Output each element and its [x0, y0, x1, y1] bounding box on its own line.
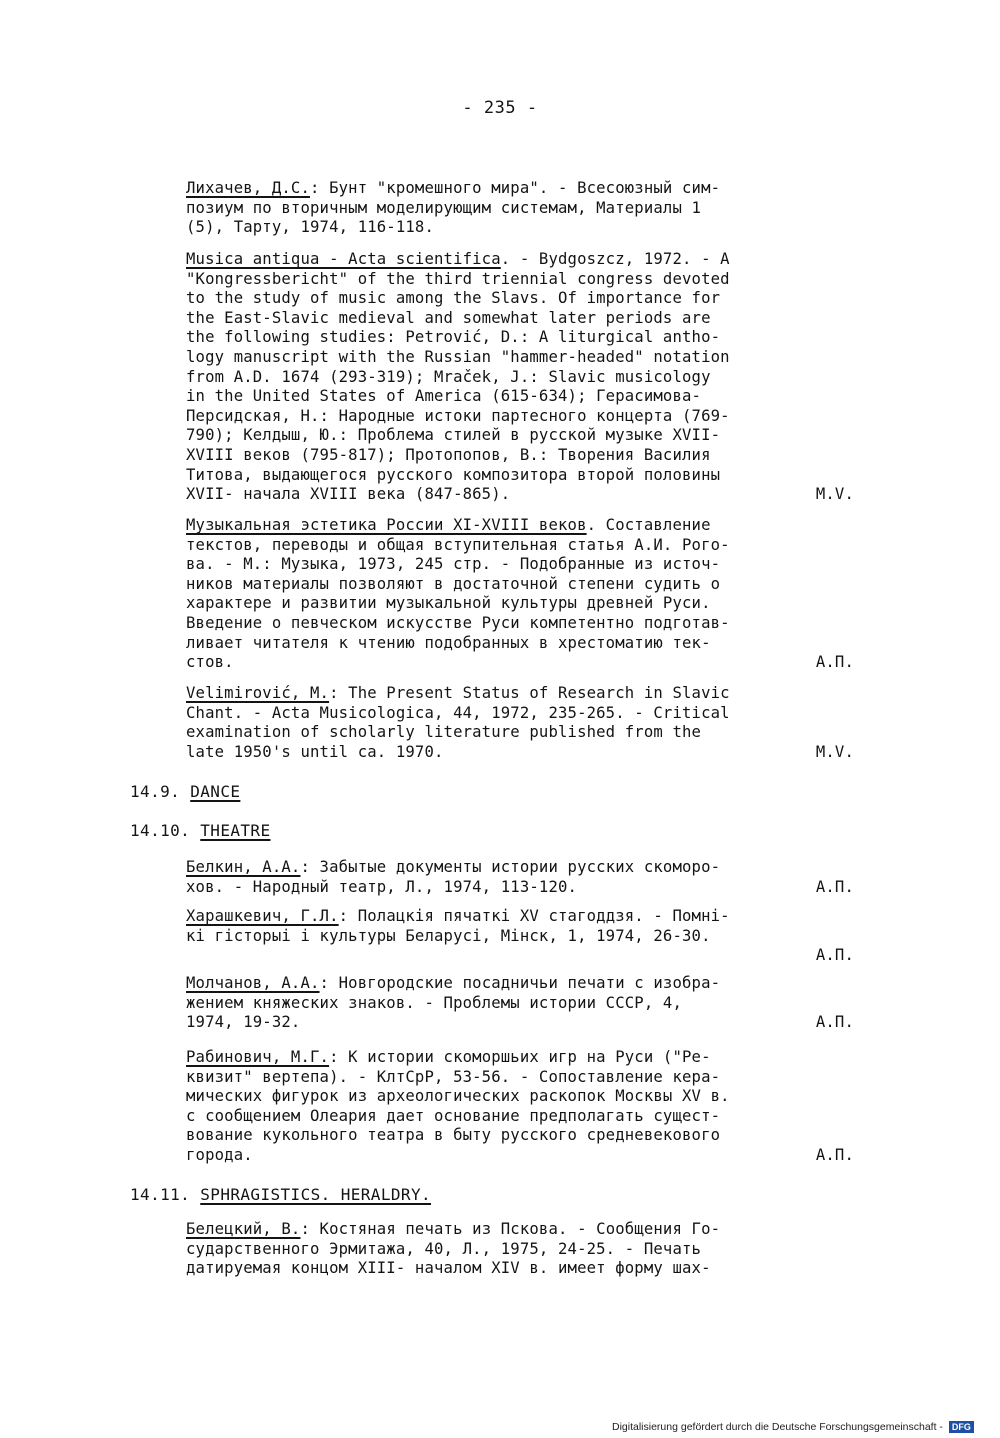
entry-text: : Забытые документы истории русских скоморо-: [300, 858, 721, 876]
entry-text: examination of scholarly literature published from the: [186, 723, 702, 742]
entry-line: [186, 466, 854, 486]
entry-text: "Kongressbericht" of the third triennial congress devoted: [186, 269, 730, 288]
entry-text: мических фигурок из археологических раскопок Москвы XV в.: [186, 1087, 730, 1106]
bib-entry: [186, 974, 854, 1033]
entry-line: [186, 743, 854, 763]
entry-text: in the United States of America (615-634); Герасимова-: [186, 387, 702, 406]
entry-line: [186, 994, 854, 1014]
reviewer-initials: А.П.: [815, 653, 854, 672]
entry-text: to the study of music among the Slavs. Of importance for: [186, 289, 721, 308]
entry-line: [186, 446, 854, 466]
entry-line: [186, 684, 854, 704]
entry-author: Musica antiqua - Acta scientifica: [186, 250, 501, 268]
bib-entry: [186, 250, 854, 505]
section-number: 14.11.: [130, 1185, 191, 1204]
entry-text: Персидская, Н.: Народные истоки партесного концерта (769-: [186, 406, 730, 425]
entry-line: [186, 387, 854, 407]
entry-line: [186, 1013, 854, 1033]
entry-text: (5), Тарту, 1974, 116-118.: [186, 218, 434, 237]
entry-line: [186, 594, 854, 614]
entry-text: from A.D. 1674 (293-319); Mraček, J.: Slavic musicology: [186, 367, 711, 386]
entry-text: характере и развитии музыкальной культуры древней Руси.: [186, 594, 711, 613]
section-number: 14.10.: [130, 821, 191, 840]
entry-line: [186, 653, 854, 673]
entry-text: сударственного Эрмитажа, 40, Л., 1975, 24-25. - Печать: [186, 1239, 702, 1258]
entry-text: города.: [186, 1145, 253, 1164]
entry-line: [186, 555, 854, 575]
entry-text: XVII- начала XVIII века (847-865).: [186, 485, 511, 504]
entry-line: [186, 974, 854, 994]
entry-line: [186, 878, 854, 898]
entry-text: текстов, переводы и общая вступительная статья А.И. Рого-: [186, 535, 730, 554]
entry-author: Velimirović, M.: [186, 684, 330, 702]
entry-author: Лихачев, Д.С.: [186, 179, 310, 197]
entry-text: Chant. - Acta Musicologica, 44, 1972, 235-265. - Critical: [186, 703, 730, 722]
entry-line: [186, 426, 854, 446]
entry-line: [186, 907, 854, 927]
entry-text: с сообщением Олеария дает основание предполагать сущест-: [186, 1106, 721, 1125]
bib-entry: [186, 858, 854, 897]
entry-text: Введение о певческом искусстве Руси компетентно подготав-: [186, 613, 730, 632]
entry-line: [186, 634, 854, 654]
entry-text: . Составление: [586, 516, 711, 534]
entry-line: [186, 1048, 854, 1068]
entry-text: вование кукольного театра в быту русского средневекового: [186, 1126, 721, 1145]
entry-text: позиум по вторичным моделирующим системам, Материалы 1: [186, 198, 702, 217]
footer-text: Digitalisierung gefördert durch die Deutsche Forschungsgemeinschaft -: [612, 1421, 943, 1433]
entry-text: : Новгородские посадничьи печати с изобра-: [319, 974, 721, 992]
entry-line: [186, 1107, 854, 1127]
entry-text: : Костяная печать из Пскова. - Сообщения Го-: [300, 1220, 721, 1238]
entry-line: [186, 614, 854, 634]
entry-line: [186, 407, 854, 427]
reviewer-initials: А.П.: [815, 1013, 854, 1032]
dfg-logo: DFG: [949, 1421, 974, 1433]
entry-line: [186, 1240, 854, 1260]
bib-entry: [186, 1220, 854, 1279]
bib-entry: [186, 907, 854, 966]
page-number: - 235 -: [462, 98, 538, 118]
entry-line: [186, 485, 854, 505]
entry-text: ников материалы позволяют в достаточной степени судить о: [186, 574, 721, 593]
bib-entry: [186, 179, 854, 238]
entry-author: Музыкальная эстетика России XI-XVIII веков: [186, 516, 587, 534]
reviewer-initials: M.V.: [815, 742, 854, 761]
entry-author: Харашкевич, Г.Л.: [186, 907, 339, 925]
entry-line: [186, 927, 854, 947]
reviewer-initials: А.П.: [815, 877, 854, 896]
digitization-footer: [612, 1421, 974, 1433]
entry-line: [186, 368, 854, 388]
entry-line: [186, 575, 854, 595]
entry-line: [186, 1068, 854, 1088]
entry-line: [186, 536, 854, 556]
entry-line: [186, 516, 854, 536]
entry-text: the East-Slavic medieval and somewhat later periods are: [186, 308, 711, 327]
entry-author: Белкин, А.А.: [186, 858, 301, 876]
entry-text: 790); Келдыш, Ю.: Проблема стилей в русской музыке XVII-: [186, 426, 721, 445]
entry-line: [186, 199, 854, 219]
entry-text: XVIII веков (795-817); Протопопов, В.: Творения Василия: [186, 445, 711, 464]
entry-text: : The Present Status of Research in Slavic: [329, 684, 730, 702]
section-heading: [130, 782, 240, 801]
entry-author: Белецкий, В.: [186, 1220, 301, 1238]
entry-line: [186, 723, 854, 743]
entry-text: . - Bydgoszcz, 1972. - A: [500, 250, 730, 268]
entry-line: [186, 270, 854, 290]
entry-text: квизит" вертепа). - КлтСрР, 53-56. - Сопоставление кера-: [186, 1067, 721, 1086]
entry-line: [186, 704, 854, 724]
entry-text: стов.: [186, 653, 234, 672]
entry-author: Рабинович, М.Г.: [186, 1048, 330, 1066]
entry-text: the following studies: Petrović, D.: A liturgical antho-: [186, 328, 721, 347]
entry-line: [186, 328, 854, 348]
entry-line: [186, 250, 854, 270]
entry-line: [186, 309, 854, 329]
section-title: SPHRAGISTICS. HERALDRY.: [200, 1185, 432, 1204]
entry-text: жением княжеских знаков. - Проблемы истории СССР, 4,: [186, 993, 682, 1012]
entry-text: late 1950's until ca. 1970.: [186, 742, 444, 761]
entry-text: кі гісторыі і культуры Беларусі, Мінск, 1, 1974, 26-30.: [186, 926, 711, 945]
entry-text: хов. - Народный театр, Л., 1974, 113-120.: [186, 877, 578, 896]
entry-line: [186, 946, 854, 966]
entry-line: [186, 1126, 854, 1146]
entry-line: [186, 179, 854, 199]
entry-line: [186, 1146, 854, 1166]
entry-text: Титова, выдающегося русского композитора второй половины: [186, 465, 721, 484]
entry-text: : К истории скоморшьих игр на Руси ("Ре-: [329, 1048, 711, 1066]
bib-entry: [186, 684, 854, 762]
section-title: DANCE: [190, 782, 241, 801]
reviewer-initials: M.V.: [815, 485, 854, 504]
section-number: 14.9.: [130, 782, 181, 801]
entry-line: [186, 858, 854, 878]
entry-text: ливает читателя к чтению подобранных в хрестоматию тек-: [186, 633, 711, 652]
entry-text: logy manuscript with the Russian "hammer-headed" notation: [186, 347, 730, 366]
entry-text: : Бунт "кромешного мира". - Всесоюзный сим-: [310, 179, 721, 197]
entry-line: [186, 218, 854, 238]
section-title: THEATRE: [200, 821, 271, 840]
entry-line: [186, 1220, 854, 1240]
bib-entry: [186, 516, 854, 673]
entry-text: ва. - М.: Музыка, 1973, 245 стр. - Подобранные из источ-: [186, 555, 721, 574]
entry-line: [186, 1087, 854, 1107]
entry-line: [186, 1259, 854, 1279]
entry-line: [186, 289, 854, 309]
entry-line: [186, 348, 854, 368]
entry-text: 1974, 19-32.: [186, 1013, 301, 1032]
entry-author: Молчанов, А.А.: [186, 974, 320, 992]
entry-text: датируемая концом XIII- началом XIV в. имеет форму шах-: [186, 1259, 711, 1278]
entry-text: : Полацкія пячаткі XV стагоддзя. - Помні-: [338, 907, 730, 925]
reviewer-initials: А.П.: [815, 946, 854, 965]
reviewer-initials: А.П.: [815, 1145, 854, 1164]
bib-entry: [186, 1048, 854, 1166]
section-heading: [130, 821, 270, 840]
section-heading: [130, 1185, 431, 1204]
